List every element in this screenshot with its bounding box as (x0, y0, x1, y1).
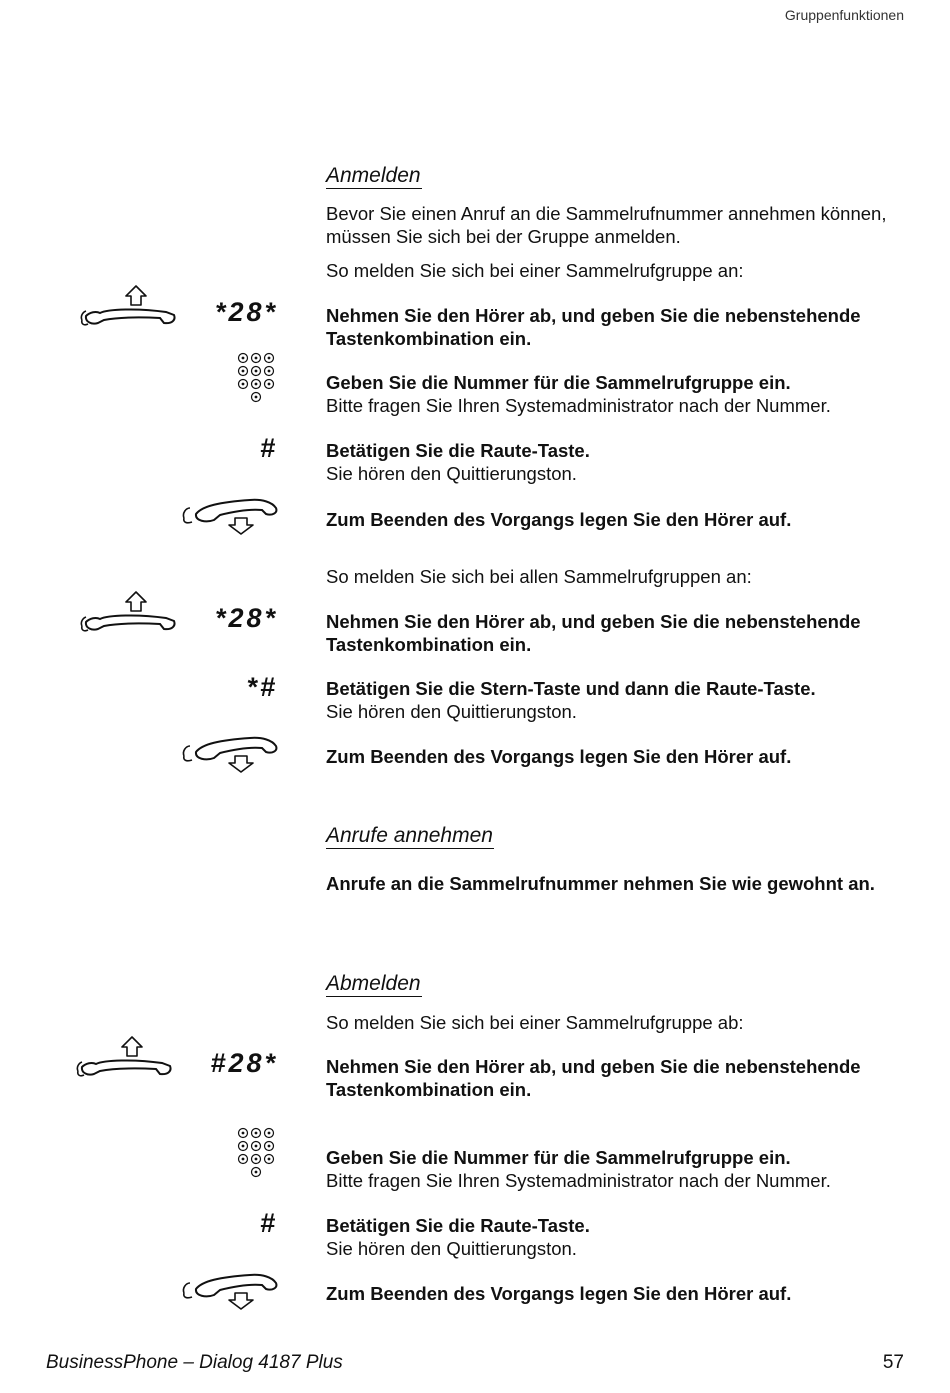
step-star-hash-title: Betätigen Sie die Stern-Taste und dann die Raute-Taste. (326, 678, 816, 699)
heading-anmelden: Anmelden (326, 164, 421, 187)
step-star-hash-note: Sie hören den Quittierungston. (326, 701, 577, 722)
step-hash-title: Betätigen Sie die Raute-Taste. (326, 440, 590, 461)
single-group-lead: So melden Sie sich bei einer Sammelrufgruppe an: (326, 260, 744, 281)
key-code-text: *28* (214, 297, 278, 327)
star-hash-key-code: *# (246, 672, 278, 702)
key-code: *28* (214, 603, 278, 633)
onhook-handset-icon (180, 1271, 280, 1311)
step-hang-up: Zum Beenden des Vorgangs legen Sie den Hörer auf. (326, 746, 792, 767)
key-code: #28* (210, 1048, 278, 1078)
step-enter-number-title: Geben Sie die Nummer für die Sammelrufgruppe ein. (326, 372, 791, 393)
step-enter-number-note: Bitte fragen Sie Ihren Systemadministrator nach der Nummer. (326, 395, 831, 416)
step-offhook-code: Nehmen Sie den Hörer ab, und geben Sie die nebenstehende Tastenkombination ein. (326, 1056, 861, 1100)
abmelden-lead: So melden Sie sich bei einer Sammelrufgruppe ab: (326, 1012, 744, 1033)
step-hash (326, 439, 906, 485)
running-header: Gruppenfunktionen (784, 7, 904, 23)
annehmen-text: Anrufe an die Sammelrufnummer nehmen Sie wie gewohnt an. (326, 873, 875, 894)
step-offhook-code: Nehmen Sie den Hörer ab, und geben Sie die nebenstehende Tastenkombination ein. (326, 305, 861, 349)
hash-key-code: # (259, 1208, 278, 1238)
step-enter-number-note: Bitte fragen Sie Ihren Systemadministrator nach der Nummer. (326, 1170, 831, 1191)
step-star-hash (326, 677, 906, 723)
footer-product-name: BusinessPhone – Dialog 4187 Plus (46, 1352, 343, 1373)
step-enter-number-title: Geben Sie die Nummer für die Sammelrufgruppe ein. (326, 1147, 791, 1168)
keypad-icon (237, 352, 277, 404)
step-hang-up: Zum Beenden des Vorgangs legen Sie den Hörer auf. (326, 1283, 792, 1304)
step-offhook-code: Nehmen Sie den Hörer ab, und geben Sie die nebenstehende Tastenkombination ein. (326, 611, 861, 655)
heading-anrufe-annehmen: Anrufe annehmen (326, 824, 493, 847)
onhook-handset-icon (180, 734, 280, 774)
onhook-handset-icon (180, 496, 280, 536)
step-enter-number (326, 371, 906, 417)
step-hash (326, 1214, 906, 1260)
key-code (215, 297, 278, 327)
offhook-handset-icon (80, 284, 180, 328)
anmelden-intro: Bevor Sie einen Anruf an die Sammelrufnummer annehmen können, müssen Sie sich bei der Gruppe anmelden. (326, 203, 887, 247)
step-hash-note: Sie hören den Quittierungston. (326, 1238, 577, 1259)
keypad-icon (237, 1127, 277, 1179)
step-enter-number (326, 1146, 906, 1192)
offhook-handset-icon (76, 1035, 176, 1079)
step-hash-note: Sie hören den Quittierungston. (326, 463, 577, 484)
step-hash-title: Betätigen Sie die Raute-Taste. (326, 1215, 590, 1236)
heading-abmelden: Abmelden (326, 972, 421, 995)
hash-key-code: # (259, 433, 278, 463)
page-number: 57 (882, 1352, 904, 1373)
offhook-handset-icon (80, 590, 180, 634)
all-groups-lead: So melden Sie sich bei allen Sammelrufgruppen an: (326, 566, 752, 587)
step-hang-up: Zum Beenden des Vorgangs legen Sie den Hörer auf. (326, 509, 792, 530)
